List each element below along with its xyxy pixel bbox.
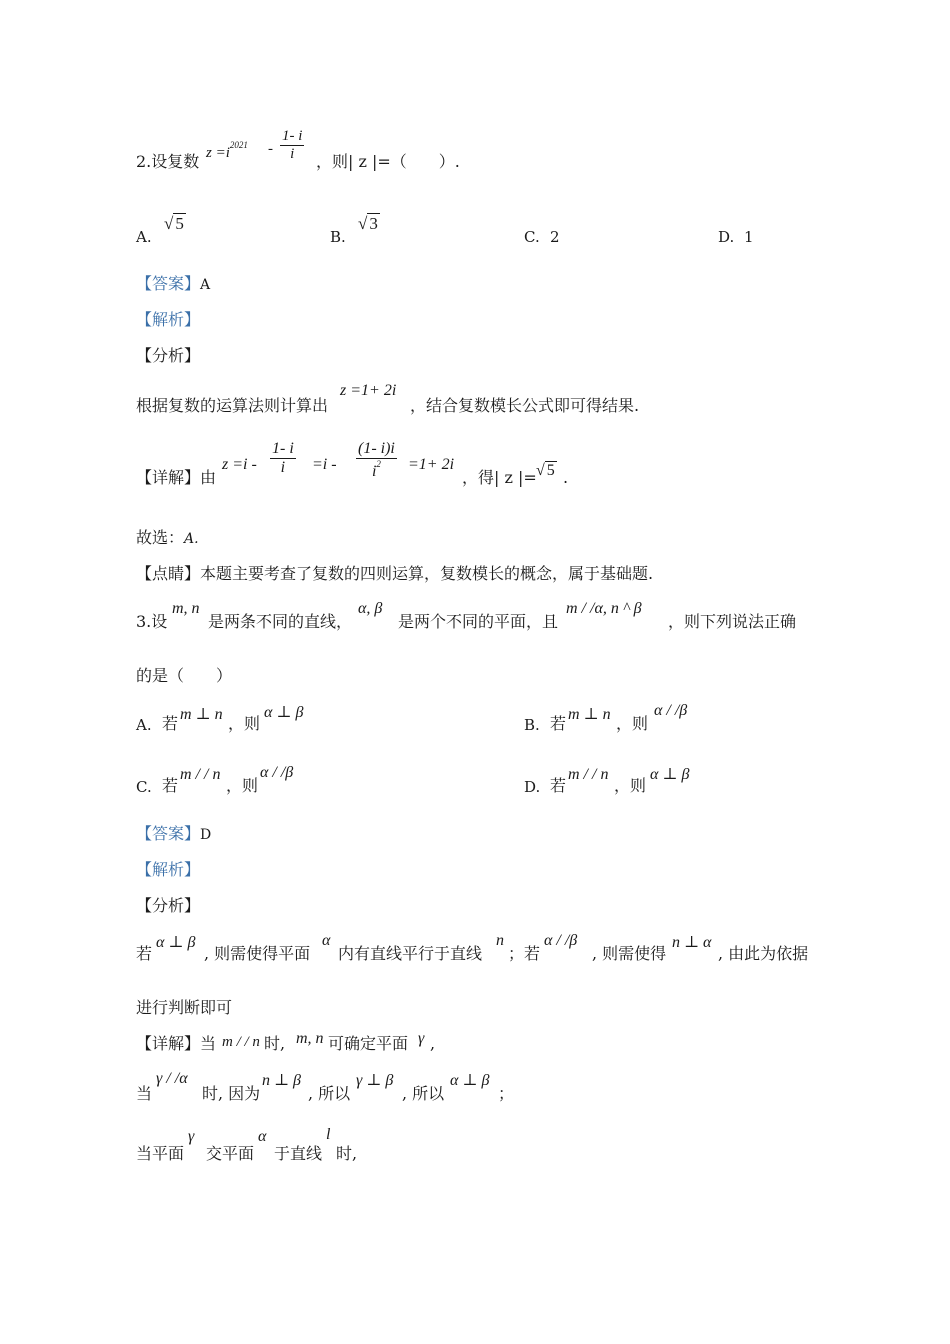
q3-stem-b: 是两个不同的平面，且 — [398, 612, 559, 631]
q3-l3-gamma: γ — [188, 1128, 195, 1145]
q2-stem-suffix: ，则| z |=（ ）. — [316, 152, 460, 171]
q3-fx-t5: , 由此为依据 — [718, 944, 809, 963]
q3-fx-t4: , 则需使得 — [592, 944, 667, 963]
q3-stem-line2: 的是（ ） — [136, 666, 233, 685]
q2-stem-prefix: 2.设复数 — [136, 152, 200, 171]
q2-option-c-label: C. — [524, 228, 540, 246]
q3-option-d-res: α ⊥ β — [650, 766, 690, 783]
q3-l3-t1: 当平面 — [136, 1144, 185, 1163]
answer-value: A — [200, 277, 211, 293]
q2-detail-f2: =i - — [312, 456, 337, 473]
q3-stem-a: 是两条不同的直线， — [208, 612, 353, 631]
q2-option-a-label: A. — [136, 228, 152, 246]
q2-guxuan-text: 故选： — [136, 528, 185, 547]
q2-option-b-value: √ 3 — [358, 214, 378, 233]
q2-option-c-value: 2 — [550, 228, 560, 246]
q3-cond: m / /α, n ^ β — [566, 600, 642, 617]
q3-option-b-ruo: 若 — [550, 714, 567, 733]
q3-fx-t3: ；若 — [508, 944, 541, 963]
q2-formula-minus: - — [268, 141, 273, 157]
q3-fx-f3: n ⊥ α — [672, 934, 712, 951]
q3-option-c-cond: m / / n — [180, 766, 221, 783]
answer-tag: 【答案】 — [136, 824, 201, 843]
q3-option-c-ruo: 若 — [162, 776, 179, 795]
q3-l3-t4: 时, — [336, 1144, 358, 1163]
q3-analysis-tag: 【解析】 — [136, 860, 201, 879]
q3-fx-t2: 内有直线平行于直线 — [338, 944, 483, 963]
q3-detail-mn2: m, n — [296, 1030, 324, 1047]
q3-option-d-label: D. — [524, 778, 541, 796]
q3-option-b-label: B. — [524, 716, 540, 734]
q3-l2-f3: γ ⊥ β — [356, 1072, 394, 1089]
q3-detail-gamma: γ — [418, 1030, 425, 1047]
q3-l2-t2: , 所以 — [308, 1084, 351, 1103]
q3-option-b-cond: m ⊥ n — [568, 706, 611, 723]
q2-detail-frac1: $\frac{1- i}{i}$ — [272, 440, 294, 476]
q2-option-a-value: √ 5 — [164, 214, 184, 233]
q2-option-d-value: 1 — [744, 228, 754, 246]
q3-option-b-ze: ，则 — [616, 714, 649, 733]
q3-answer — [136, 824, 211, 845]
q3-fx-f2: α / /β — [544, 932, 578, 949]
q3-fx-line2: 进行判断即可 — [136, 998, 233, 1017]
q3-l3-alpha: α — [258, 1128, 267, 1145]
q3-l2-f1: γ / /α — [156, 1070, 188, 1087]
q3-l3-l: l — [326, 1126, 331, 1143]
q3-fx-ruo: 若 — [136, 944, 153, 963]
q3-option-d-cond: m / / n — [568, 766, 609, 783]
q3-mn: m, n — [172, 600, 200, 617]
q3-fx-t1: , 则需使得平面 — [204, 944, 311, 963]
q2-fenxi-text-a: 根据复数的运算法则计算出 — [136, 396, 329, 415]
q2-detail-text-b: ，得| z |= — [462, 468, 537, 487]
q3-l2-t3: , 所以 — [402, 1084, 445, 1103]
q2-detail-f1: z =i - — [222, 456, 257, 473]
q2-detail-tag: 【详解】由 — [136, 468, 217, 487]
q2-guxuan — [136, 528, 199, 549]
q2-dianjing: 【点睛】本题主要考查了复数的四则运算，复数模长的概念，属于基础题. — [136, 564, 654, 583]
q3-fx-alpha: α — [322, 932, 331, 949]
q3-l3-t2: 交平面 — [206, 1144, 255, 1163]
q3-stem-c: ，则下列说法正确 — [668, 612, 797, 631]
q3-detail-t2: 可确定平面 — [328, 1034, 409, 1053]
q2-detail-frac2: $\frac{(1- i)i}{i^2}$ — [358, 440, 395, 480]
q3-option-a-ze: ，则 — [228, 714, 261, 733]
q3-l2-f4: α ⊥ β — [450, 1072, 490, 1089]
q3-option-a-cond: m ⊥ n — [180, 706, 223, 723]
q3-stem-prefix: 3.设 — [136, 612, 168, 631]
q3-option-c-ze: ，则 — [226, 776, 259, 795]
q2-fenxi-tag: 【分析】 — [136, 346, 201, 365]
answer-value: D — [200, 827, 212, 843]
q3-fx-n: n — [496, 932, 504, 949]
q3-option-a-label: A. — [136, 716, 152, 734]
q3-l2-t1: 时, 因为 — [202, 1084, 261, 1103]
q3-fenxi-tag: 【分析】 — [136, 896, 201, 915]
q3-option-d-ruo: 若 — [550, 776, 567, 795]
q2-detail-sqrt: √ 5 — [536, 462, 555, 479]
q3-detail-t3: , — [430, 1034, 436, 1053]
q3-option-d-ze: ，则 — [614, 776, 647, 795]
q3-l2-dang: 当 — [136, 1084, 153, 1103]
q3-option-a-ruo: 若 — [162, 714, 179, 733]
q3-option-a-res: α ⊥ β — [264, 704, 304, 721]
q3-detail-t1: 时, — [264, 1034, 286, 1053]
q2-answer — [136, 274, 210, 295]
q3-option-b-res: α / /β — [654, 702, 688, 719]
q2-guxuan-value: A. — [184, 531, 199, 547]
q2-detail-f3: =1+ 2i — [408, 456, 455, 473]
q2-fenxi-text-b: ，结合复数模长公式即可得结果. — [410, 396, 640, 415]
q3-ab: α, β — [358, 600, 383, 617]
q3-l2-t4: ； — [498, 1084, 515, 1103]
q2-option-d-label: D. — [718, 228, 735, 246]
q2-analysis-tag: 【解析】 — [136, 310, 201, 329]
q3-detail-tag: 【详解】当 — [136, 1034, 217, 1053]
q2-detail-end: . — [563, 468, 569, 487]
q3-l2-f2: n ⊥ β — [262, 1072, 302, 1089]
q3-l3-t3: 于直线 — [274, 1144, 323, 1163]
answer-tag: 【答案】 — [136, 274, 201, 293]
q2-option-b-label: B. — [330, 228, 346, 246]
q3-option-c-res: α / /β — [260, 764, 294, 781]
q2-fenxi-formula: z =1+ 2i — [340, 382, 397, 399]
q2-formula-fraction: $\frac{1- i}{i}$ — [282, 128, 303, 162]
q3-fx-f1: α ⊥ β — [156, 934, 196, 951]
q3-detail-mn: m / / n — [222, 1034, 260, 1050]
q2-formula-lhs: $z =i^{2021}$ — [206, 140, 248, 161]
q3-option-c-label: C. — [136, 778, 152, 796]
